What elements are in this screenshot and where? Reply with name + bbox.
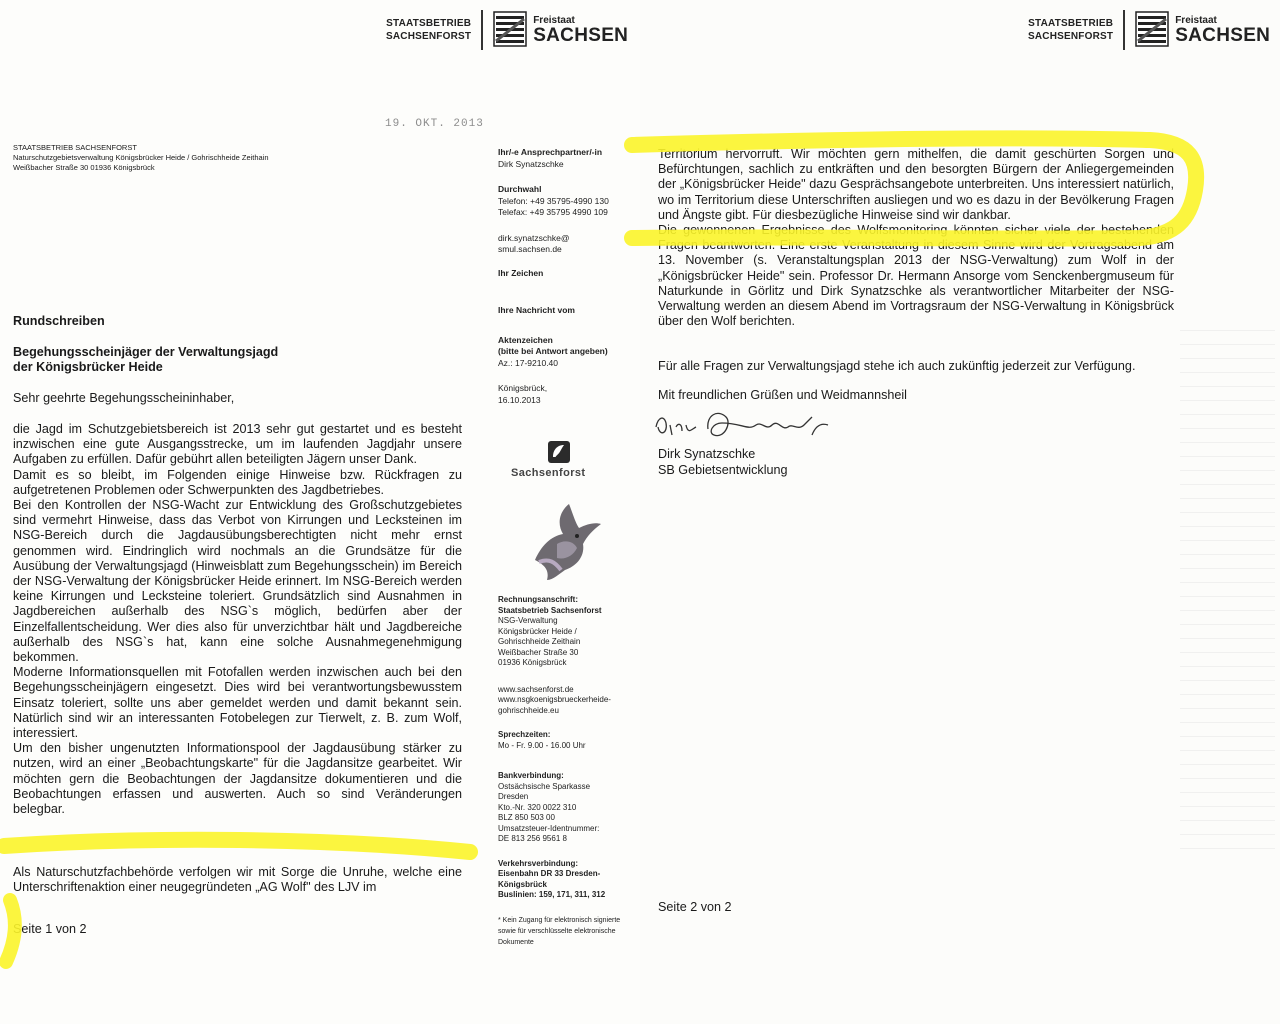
contact-block: Ihr/-e Ansprechpartner/-in Dirk Synatzschke Durchwahl Telefon: +49 35795-4990 130 Telefax: +49 35795 4990 109 dirk.synatzschke@ smul.sachsen.de Ihr Zeichen Ihre Nachricht vom Aktenzeichen (bitte bei Antwort angeben) Az.: 17-9210.40 Königsbrück, 16.10.2013 [498,147,609,405]
letter-body-page-2: Territorium hervorruft. Wir möchten gern mithelfen, die damit geschürten Sorgen und Befürchtungen, sachlich zu entkräften und den besorgten Bürgern der Anliegergemeinden der „Königsbrücker Heide" dazu Gesprächsangebote unterbreiten. Uns interessiert natürlich, wo im Territorium diese Unterschriften ausliegen und wo es dazu in der Bevölkerung Fragen und Ängste gibt. Für diesbezügliche Hinweise sind wir dankbar. Die gewonnenen Ergebnisse des Wolfsmonitoring könnten sicher viele der bestehenden Fragen beantworten. Eine erste Veranstaltung in diesem Sinne wird der Vortragsabend am 13. November (s. Veranstaltungsplan 2013 der NSG-Verwaltung) zum Wolf in der „Königsbrücker Heide" sein. Professor Dr. Hermann Ansorge vom Senckenbergmuseum für Naturkunde in Görlitz und Dirk Synatzschke als verantwortlicher Mitarbeiter der NSG-Verwaltung werden an diesem Abend im Vortragsraum der NSG-Verwaltung in Königsbrück über den Wolf berichten. [658,147,1174,329]
letter-subject: Begehungsscheinjäger der Verwaltungsjagd der Königsbrücker Heide [13,345,279,374]
handwritten-signature [652,405,832,445]
received-stamp: 19. OKT. 2013 [385,118,484,130]
sachsenforst-logo-icon [547,440,571,464]
sachsen-logo-page-1: STAATSBETRIEB SACHSENFORST Freistaat SACHSEN [386,10,628,50]
letter-body-page-1: die Jagd im Schutzgebietsbereich ist 2013 sehr gut gestartet und es besteht inzwischen eine gute Ausgangsstrecke, um im laufenden Jagdjahr unsere Aufgaben zu erfüllen. Dafür gebührt allen beteiligten Jägern unser Dank. Damit es so bleibt, im Folgenden einige Hinweise bzw. Rückfragen zu aufgetretenen Problemen oder Schwerpunkten des Jagdbetriebes. Bei den Kontrollen der NSG-Wacht zur Entwicklung des Großschutzgebietes sind vermehrt Hinweise, dass das Verbot von Kirrungen und Lecksteinen im NSG-Bereich durch die Jagdausübungsberechtigten nicht mehr ernst genommen wird. Eindringlich wird nochmals an die Grundsätze für die Ausübung der Verwaltungsjagd (Hinweisblatt zum Begehungsschein) im Bereich der NSG-Verwaltung der Königsbrücker Heide erinnert. Im NSG-Bereich werden keine Kirrungen und Lecksteine toleriert. Grundsätzlich sind Ausnahmen in Jagdbereichen außerhalb des NSG`s möglich, bedürfen aber der Einzelfallentscheidung. Wer dies also für unverzichtbar hält und Jagdbereiche außerhalb des NSG`s hat, kann eine solche Ausnahmegenehmigung bekommen. Moderne Informationsquellen mit Fotofallen werden inzwischen auch bei den Begehungsscheinjägern eingesetzt. Dies wird bei verantwortungsbewusstem Einsatz toleriert, sollte uns aber gemeldet werden und damit bekannt sein. Natürlich sind wir an interessanten Fotobelegen zur Tierwelt, z. B. zum Wolf, interessiert. Um den bisher ungenutzten Informationspool der Jagdausübung stärker zu nutzen, wird an einer „Beobachtungskarte" für die Jagdansitze gearbeitet. Wir möchten gern die Beobachtungen der Jagdansitze dokumentieren und die Beobachtungen erfassen und auswerten. Auch so sind Veränderungen belegbar. [13,422,462,817]
closing-question: Für alle Fragen zur Verwaltungsjagd stehe ich auch zukünftig jederzeit zur Verfügung. [658,359,1136,373]
closing-greeting: Mit freundlichen Grüßen und Weidmannsheil [658,388,907,402]
page-number-2: Seite 2 von 2 [658,900,732,914]
page-number-1: Seite 1 von 2 [13,922,87,936]
letter-type: Rundschreiben [13,314,105,328]
bleed-through-text [320,125,490,335]
salutation: Sehr geehrte Begehungsscheininhaber, [13,391,235,405]
signature-block: Dirk Synatzschke SB Gebietsentwicklung [658,447,788,477]
sender-address: STAATSBETRIEB SACHSENFORST Naturschutzgebietsverwaltung Königsbrücker Heide / Gohrischheide Zeithain Weißbacher Straße 30 01936 Königsbrück [13,143,269,172]
billing-block: Rechnungsanschrift: Staatsbetrieb Sachsenforst NSG-Verwaltung Königsbrücker Heide / Gohrischheide Zeithain Weißbacher Straße 30 01936 Königsbrück www.sachsenforst.de www.nsgkoenigsbrueckerheide- gohrischheide.eu Sprechzeiten: Mo - Fr. 9.00 - 16.00 Uhr Bankverbindung: Ostsächsische Sparkasse Dresden Kto.-Nr. 320 0022 310 BLZ 850 503 00 Umsatzsteuer-Identnummer: DE 813 256 9561 8 Verkehrsverbindung: Eisenbahn DR 33 Dresden- Königsbrück Buslinien: 159, 171, 311, 312 * Kein Zugang für elektronisch signierte sowie für verschlüsselte elektronische Dokumente [498,595,621,946]
bird-illustration-icon [527,500,605,582]
sachsenforst-brand: Sachsenforst [511,467,586,479]
letter-body-page-1-end: Als Naturschutzfachbehörde verfolgen wir mit Sorge die Unruhe, welche eine Unterschriftenaktion einer neugegründeten „AG Wolf" des LJV im [13,865,462,895]
coat-of-arms-icon [1135,11,1169,49]
coat-of-arms-icon [493,11,527,49]
sachsen-logo-page-2: STAATSBETRIEB SACHSENFORST Freistaat SACHSEN [1028,10,1270,50]
bleed-through-text [1180,330,1275,850]
